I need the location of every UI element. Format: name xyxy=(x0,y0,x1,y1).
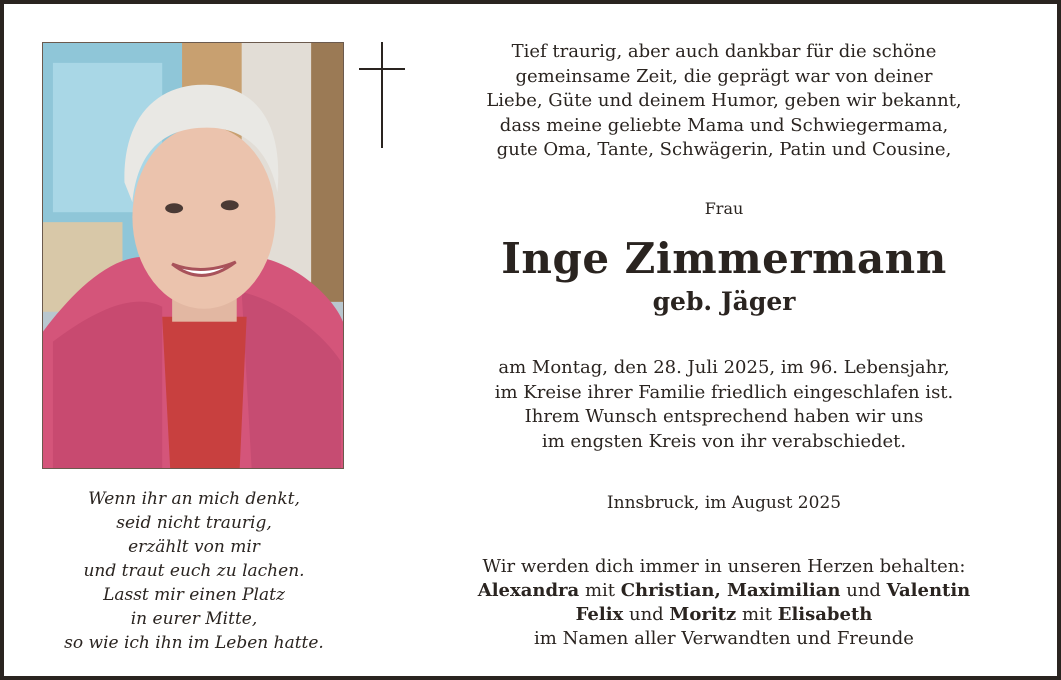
family-line-1 xyxy=(414,579,1034,603)
closing-block xyxy=(414,555,1034,651)
family-line-2 xyxy=(414,603,1034,627)
cross-icon xyxy=(359,42,405,148)
poem-line: so wie ich ihn im Leben hatte. xyxy=(64,633,324,653)
family-name: Christian, Maximilian xyxy=(620,580,841,601)
poem-line: Wenn ihr an mich denkt, xyxy=(88,489,300,509)
maiden-name: geb. Jäger xyxy=(652,287,796,316)
deceased-name: Inge Zimmermann xyxy=(501,234,947,283)
family-connector: und xyxy=(623,604,670,625)
portrait-illustration xyxy=(43,43,343,468)
family-name: Elisabeth xyxy=(777,604,873,625)
place-date: Innsbruck, im August 2025 xyxy=(606,493,842,513)
family-name: Valentin xyxy=(886,580,971,601)
family-name: Felix xyxy=(575,604,624,625)
poem-line: in eurer Mitte, xyxy=(130,609,258,629)
detail-line: am Montag, den 28. Juli 2025, im 96. Lebensjahr, xyxy=(498,357,950,378)
closing-line: Wir werden dich immer in unseren Herzen behalten: xyxy=(482,556,966,577)
poem-line: erzählt von mir xyxy=(128,537,260,557)
intro-line: gute Oma, Tante, Schwägerin, Patin und Cousine, xyxy=(496,139,952,160)
intro-text xyxy=(414,40,1034,163)
family-name: Alexandra xyxy=(477,580,580,601)
salutation: Frau xyxy=(704,199,744,218)
intro-line: Liebe, Güte und deinem Humor, geben wir bekannt, xyxy=(486,90,962,111)
family-connector: mit xyxy=(736,604,778,625)
intro-line: dass meine geliebte Mama und Schwiegermama, xyxy=(499,114,949,136)
detail-line: im Kreise ihrer Familie friedlich eingeschlafen ist. xyxy=(494,381,954,403)
poem-line: Lasst mir einen Platz xyxy=(103,585,285,605)
detail-line: im engsten Kreis von ihr verabschiedet. xyxy=(541,430,907,452)
intro-line: gemeinsame Zeit, die geprägt war von deiner xyxy=(515,65,933,87)
portrait-photo xyxy=(42,42,344,469)
poem-line: seid nicht traurig, xyxy=(116,513,272,533)
family-connector: und xyxy=(840,580,887,601)
detail-line: Ihrem Wunsch entsprechend haben wir uns xyxy=(524,406,924,427)
family-name: Moritz xyxy=(669,604,737,625)
death-details xyxy=(414,356,1034,454)
intro-line: Tief traurig, aber auch dankbar für die schöne xyxy=(511,41,937,62)
poem-line: und traut euch zu lachen. xyxy=(83,561,305,581)
memorial-poem xyxy=(24,487,364,655)
family-connector: mit xyxy=(579,580,621,601)
relatives-line: im Namen aller Verwandten und Freunde xyxy=(534,628,914,649)
